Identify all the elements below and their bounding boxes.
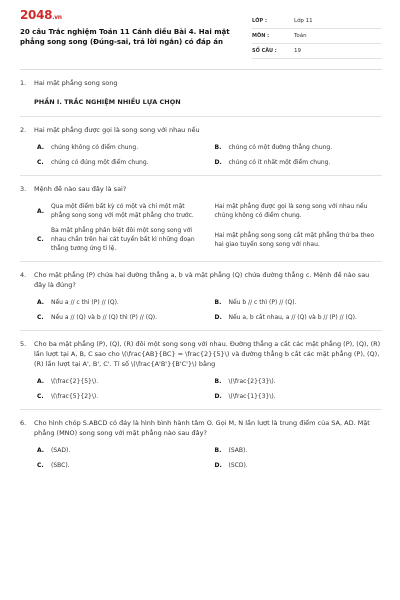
question-1 bbox=[20, 70, 382, 117]
option-a[interactable] bbox=[37, 202, 205, 220]
option-text: Hai mặt phẳng song song cắt mặt phẳng thứ ba theo hai giao tuyến song song với nhau. bbox=[214, 231, 375, 248]
options-grid bbox=[37, 298, 382, 322]
options-grid bbox=[37, 377, 382, 401]
site-logo[interactable] bbox=[20, 8, 250, 25]
question-text: Cho ba mặt phẳng (P), (Q), (R) đôi một song song với nhau. Đường thẳng a cắt các mặt phẳng (P), (Q), (R) lần lượt tại A, B, C sao cho \(\frac{AB}{BC} = \frac{2}{5}\) và đường thẳng b cắt các mặt phẳng (P), (Q), (R) lần lượt tại A', B', C'. Tỉ số \(\frac{A'B'}{B'C'}\) bằng bbox=[34, 340, 381, 368]
option-letter: B. bbox=[214, 447, 222, 454]
meta-row-class bbox=[252, 14, 382, 29]
option-text: \(\frac{2}{5}\). bbox=[51, 378, 99, 385]
question-text: Cho hình chóp S.ABCD có đáy là hình bình hành tâm O. Gọi M, N lần lượt là trung điểm của SA, AD. Mặt phẳng (MNO) song song với mặt phẳng nào sau đây? bbox=[34, 419, 370, 437]
option-letter: A. bbox=[37, 207, 45, 215]
meta-table bbox=[252, 14, 382, 59]
option-letter: A. bbox=[37, 378, 45, 385]
question-number: 4. bbox=[20, 271, 27, 279]
option-letter: D. bbox=[214, 159, 222, 166]
option-letter: C. bbox=[37, 393, 44, 400]
meta-label: MÔN : bbox=[252, 33, 270, 39]
meta-label: SỐ CÂU : bbox=[252, 48, 277, 54]
option-b[interactable] bbox=[215, 298, 383, 307]
question-number: 3. bbox=[20, 185, 27, 193]
option-text: Nếu a, b cắt nhau, a // (Q) và b // (P) // (Q). bbox=[228, 314, 357, 321]
options-grid bbox=[37, 202, 382, 253]
document-title: 20 câu Trắc nghiệm Toán 11 Cánh diều Bài 4. Hai mặt phẳng song song (Đúng-sai, trả lời ngắn) có đáp án bbox=[20, 28, 230, 46]
logo-main: 2048 bbox=[20, 8, 53, 22]
option-a[interactable] bbox=[37, 298, 205, 307]
option-letter: D. bbox=[214, 462, 222, 469]
option-text: chúng không có điểm chung. bbox=[51, 144, 139, 151]
option-letter: C. bbox=[37, 462, 44, 469]
option-b[interactable] bbox=[215, 377, 383, 386]
question-number: 1. bbox=[20, 79, 27, 87]
option-text: chúng có một đường thẳng chung. bbox=[228, 144, 333, 151]
option-letter: D. bbox=[214, 393, 222, 400]
question-2 bbox=[20, 117, 382, 176]
meta-value: Toán bbox=[294, 33, 307, 39]
meta-row-count bbox=[252, 44, 382, 59]
question-number: 6. bbox=[20, 419, 27, 427]
question-text: Mệnh đề nào sau đây là sai? bbox=[34, 185, 127, 193]
option-a[interactable] bbox=[37, 377, 205, 386]
question-6 bbox=[20, 410, 382, 478]
option-d[interactable] bbox=[215, 461, 383, 470]
option-text: (SAD). bbox=[51, 447, 71, 454]
header-left bbox=[20, 8, 250, 59]
meta-label: LỚP : bbox=[252, 18, 267, 24]
question-3 bbox=[20, 176, 382, 262]
option-letter: A. bbox=[37, 447, 45, 454]
question-text: Hai mặt phẳng được gọi là song song với nhau nếu bbox=[34, 126, 200, 134]
option-c[interactable] bbox=[37, 392, 205, 401]
option-text: Ba mặt phẳng phân biệt đôi một song song với nhau chắn trên hai cát tuyến bất kì những đoạn thẳng tương ứng tỉ lệ. bbox=[51, 227, 195, 252]
option-a[interactable] bbox=[37, 446, 205, 455]
option-text: (SBC). bbox=[51, 462, 70, 469]
option-b[interactable] bbox=[215, 143, 383, 152]
option-letter: B. bbox=[214, 144, 222, 151]
option-text: \(\frac{1}{3}\). bbox=[228, 393, 276, 400]
meta-value: 19 bbox=[294, 48, 301, 54]
option-text: \(\frac{5}{2}\). bbox=[51, 393, 99, 400]
logo-tld: .vn bbox=[52, 14, 62, 21]
question-5 bbox=[20, 331, 382, 410]
option-c[interactable] bbox=[37, 158, 205, 167]
option-letter: C. bbox=[37, 159, 44, 166]
option-b[interactable] bbox=[215, 446, 383, 455]
option-text: Nếu a // c thì (P) // (Q). bbox=[51, 299, 119, 306]
option-b[interactable] bbox=[215, 202, 383, 220]
question-text: Cho mặt phẳng (P) chứa hai đường thẳng a, b và mặt phẳng (Q) chứa đường thẳng c. Mệnh đề nào sau đây là đúng? bbox=[34, 271, 370, 289]
question-4 bbox=[20, 262, 382, 331]
option-text: (SAB). bbox=[228, 447, 248, 454]
meta-row-subject bbox=[252, 29, 382, 44]
option-c[interactable] bbox=[37, 313, 205, 322]
meta-value: Lớp 11 bbox=[294, 18, 313, 24]
option-a[interactable] bbox=[37, 143, 205, 152]
section-heading: PHẦN I. TRẮC NGHIỆM NHIỀU LỰA CHỌN bbox=[34, 98, 181, 106]
option-letter: B. bbox=[214, 299, 222, 306]
option-text: Nếu a // (Q) và b // (Q) thì (P) // (Q). bbox=[51, 314, 158, 321]
option-letter: D. bbox=[214, 314, 222, 321]
option-text: Nếu b // c thì (P) // (Q). bbox=[228, 299, 297, 306]
option-text: chúng có ít nhất một điểm chung. bbox=[228, 159, 331, 166]
option-letter: A. bbox=[37, 299, 45, 306]
option-text: (SCD). bbox=[228, 462, 248, 469]
option-c[interactable] bbox=[37, 226, 205, 253]
option-d[interactable] bbox=[215, 313, 383, 322]
page-header bbox=[20, 8, 382, 70]
option-letter: B. bbox=[214, 378, 222, 385]
option-c[interactable] bbox=[37, 461, 205, 470]
option-text: \(\frac{2}{3}\). bbox=[228, 378, 276, 385]
question-text: Hai mặt phẳng song song bbox=[34, 79, 118, 87]
options-grid bbox=[37, 446, 382, 470]
option-letter: C. bbox=[37, 236, 44, 243]
option-text: Hai mặt phẳng được gọi là song song với nhau nếu chúng không có điểm chung. bbox=[214, 203, 368, 219]
options-grid bbox=[37, 143, 382, 167]
option-d[interactable] bbox=[215, 226, 383, 253]
option-text: Qua một điểm bất kỳ có một và chỉ một mặt phẳng song song với một mặt phẳng cho trước. bbox=[51, 203, 194, 219]
question-number: 5. bbox=[20, 340, 27, 348]
option-letter: C. bbox=[37, 314, 44, 321]
question-number: 2. bbox=[20, 126, 27, 134]
option-d[interactable] bbox=[215, 392, 383, 401]
option-text: chúng có đúng một điểm chung. bbox=[51, 159, 149, 166]
option-letter: A. bbox=[37, 144, 45, 151]
option-d[interactable] bbox=[215, 158, 383, 167]
